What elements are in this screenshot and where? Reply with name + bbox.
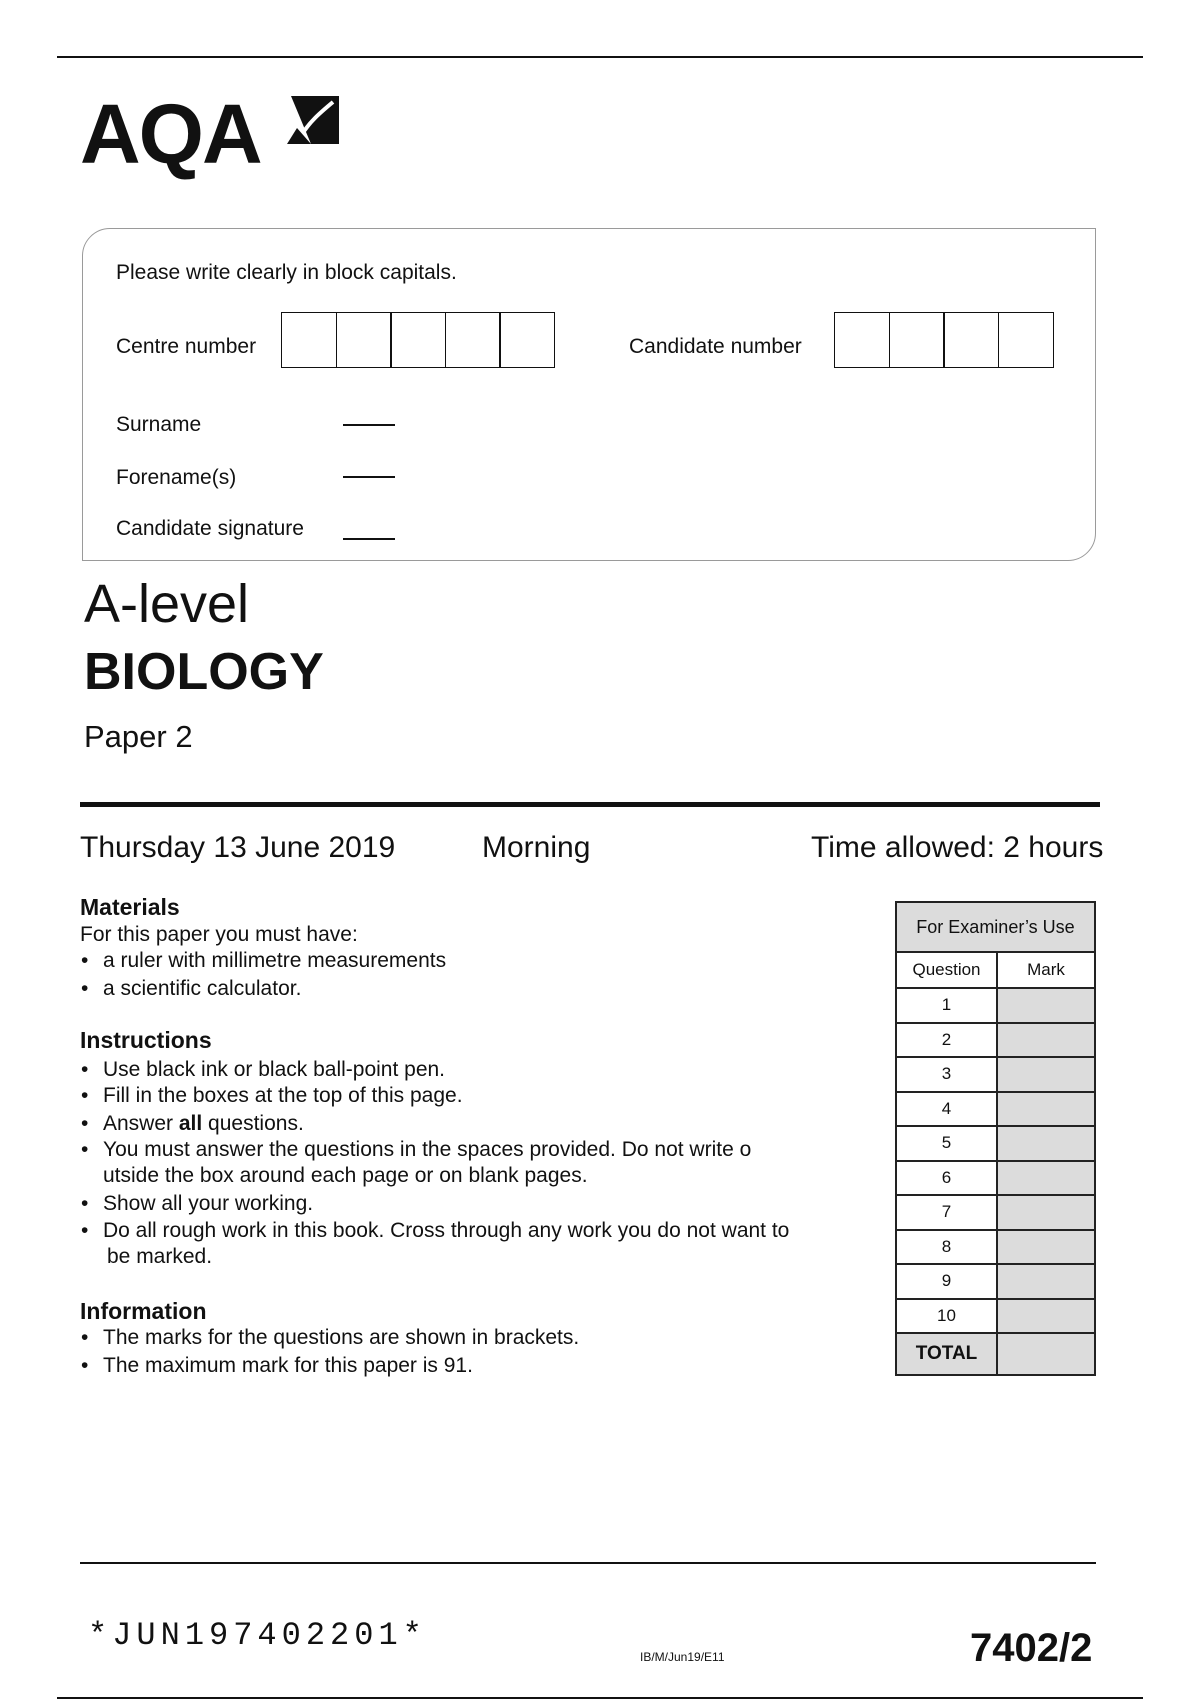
mark-cell[interactable] [998,989,1094,1022]
table-row [897,1093,1094,1128]
mark-cell[interactable] [998,1231,1094,1264]
time-allowed: Time allowed: 2 hours [811,831,1104,864]
instruction-item: You must answer the questions in the spaces provided. Do not write o [103,1138,752,1161]
mark-cell[interactable] [998,1024,1094,1057]
total-label: TOTAL [897,1334,998,1374]
title-rule [80,802,1100,807]
candidate-digit-box[interactable] [998,312,1054,368]
bullet-icon: • [81,949,89,972]
table-row [897,989,1094,1024]
question-number: 8 [897,1231,998,1264]
forename-field[interactable] [343,476,395,478]
table-row [897,1265,1094,1300]
question-number: 10 [897,1300,998,1333]
question-number: 6 [897,1162,998,1195]
question-number: 4 [897,1093,998,1126]
bottom-rule [57,1697,1143,1699]
centre-digit-box[interactable] [336,312,392,368]
mark-cell[interactable] [998,1196,1094,1229]
candidate-number-label: Candidate number [629,335,802,358]
instruction-item-continued: utside the box around each page or on blank pages. [103,1164,588,1187]
bullet-icon: • [81,1058,89,1081]
block-capitals-instruction: Please write clearly in block capitals. [116,261,457,284]
table-row [897,1196,1094,1231]
centre-digit-box[interactable] [390,312,446,368]
forename-label: Forename(s) [116,466,237,489]
examiner-table-header [897,953,1094,989]
mark-cell[interactable] [998,1162,1094,1195]
mark-cell[interactable] [998,1300,1094,1333]
table-row [897,1024,1094,1059]
table-row [897,1127,1094,1162]
bullet-icon: • [81,1192,89,1215]
centre-number-boxes[interactable] [281,312,555,368]
total-row [897,1334,1094,1374]
instruction-item-continued: be marked. [107,1245,213,1268]
surname-label: Surname [116,413,202,436]
paper-reference: IB/M/Jun19/E11 [640,1650,725,1664]
aqa-logo-text: AQA [80,87,261,181]
information-item: The maximum mark for this paper is 91. [103,1354,473,1377]
table-row [897,1162,1094,1197]
paper-code: 7402/2 [970,1626,1093,1670]
bullet-icon: • [81,1219,89,1242]
bullet-icon: • [81,1326,89,1349]
centre-digit-box[interactable] [445,312,501,368]
candidate-number-boxes[interactable] [834,312,1054,368]
signature-label: Candidate signature [116,517,304,540]
subject-title: BIOLOGY [84,643,324,701]
signature-field[interactable] [343,538,395,540]
candidate-digit-box[interactable] [943,312,999,368]
total-mark-cell[interactable] [998,1334,1094,1374]
mark-cell[interactable] [998,1127,1094,1160]
instruction-item-answer-all [103,1113,304,1134]
candidate-digit-box[interactable] [889,312,945,368]
mark-cell[interactable] [998,1265,1094,1298]
centre-number-label: Centre number [116,335,257,358]
aqa-leaf-icon [287,92,343,148]
question-number: 1 [897,989,998,1022]
question-number: 3 [897,1058,998,1091]
bullet-icon: • [81,1138,89,1161]
information-item: The marks for the questions are shown in brackets. [103,1326,580,1349]
bullet-icon: • [81,1084,89,1107]
instructions-heading: Instructions [80,1027,212,1053]
examiner-use-table [895,901,1096,1376]
instruction-item: Fill in the boxes at the top of this page. [103,1084,463,1107]
bullet-icon: • [81,1112,89,1135]
surname-field[interactable] [343,424,395,426]
table-row [897,1300,1094,1335]
paper-title: Paper 2 [84,719,193,754]
exam-date: Thursday 13 June 2019 [80,831,396,864]
instruction-item: Show all your working. [103,1192,314,1215]
centre-digit-box[interactable] [281,312,337,368]
answer-suffix: questions. [202,1112,304,1135]
footer-rule [80,1562,1096,1564]
bullet-icon: • [81,1354,89,1377]
question-number: 9 [897,1265,998,1298]
question-column-header: Question [897,953,998,987]
instruction-item: Use black ink or black ball-point pen. [103,1058,446,1081]
materials-item: a scientific calculator. [103,977,302,1000]
materials-intro: For this paper you must have: [80,923,358,946]
question-number: 5 [897,1127,998,1160]
question-number: 7 [897,1196,998,1229]
exam-session: Morning [482,831,591,864]
qualification-level: A-level [84,574,250,634]
materials-item: a ruler with millimetre measurements [103,949,447,972]
information-heading: Information [80,1298,207,1324]
materials-heading: Materials [80,894,180,920]
table-row [897,1231,1094,1266]
mark-cell[interactable] [998,1093,1094,1126]
instruction-item: Do all rough work in this book. Cross through any work you do not want to [103,1219,790,1242]
centre-digit-box[interactable] [499,312,555,368]
table-row [897,1058,1094,1093]
question-number: 2 [897,1024,998,1057]
top-rule [57,56,1143,58]
mark-column-header: Mark [998,953,1094,987]
candidate-digit-box[interactable] [834,312,890,368]
barcode-text: *JUN197402201* [88,1617,427,1654]
answer-prefix: Answer [103,1112,179,1135]
answer-all-emphasis: all [178,1112,203,1135]
mark-cell[interactable] [998,1058,1094,1091]
bullet-icon: • [81,977,89,1000]
examiner-table-title: For Examiner’s Use [897,903,1094,953]
